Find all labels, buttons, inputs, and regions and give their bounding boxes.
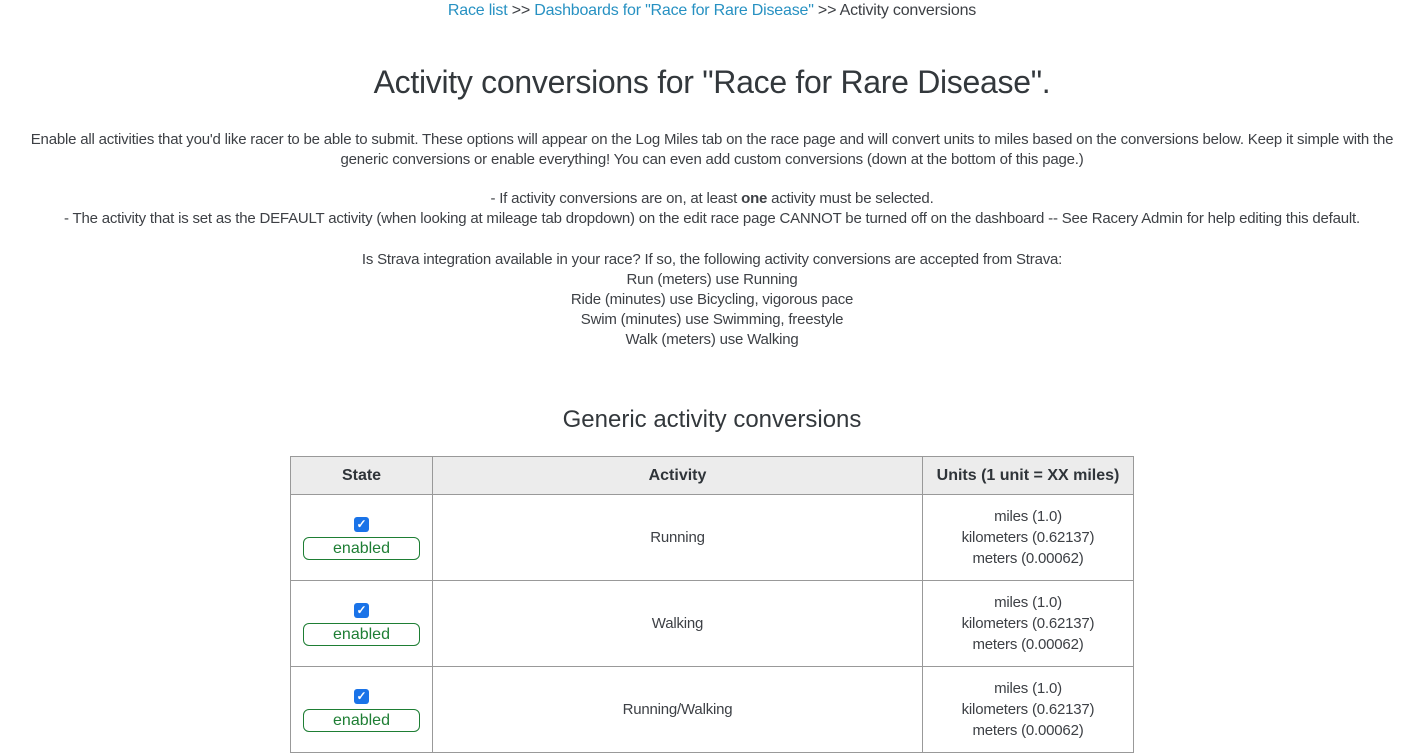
- table-row-running: [291, 495, 1134, 581]
- checkmark-icon: ✓: [356, 602, 367, 617]
- enabled-button[interactable]: enabled: [303, 537, 420, 560]
- intro-line-2: generic conversions or enable everything! You can even add custom conversions (down at the bottom of this page.): [340, 151, 1084, 168]
- unit-line: meters (0.00062): [972, 550, 1084, 567]
- breadcrumb-separator: >>: [507, 2, 535, 19]
- checkmark-icon: ✓: [356, 688, 367, 703]
- state-cell: [291, 495, 433, 581]
- table-header-row: [291, 457, 1134, 495]
- enabled-button[interactable]: enabled: [303, 709, 420, 732]
- checkmark-icon: ✓: [356, 516, 367, 531]
- note-text: activity must be selected.: [767, 190, 934, 207]
- page-title: Activity conversions for "Race for Rare Disease".: [373, 64, 1051, 100]
- notes: [0, 189, 1424, 229]
- units-cell: [923, 581, 1134, 667]
- activity-checkbox[interactable]: [354, 689, 369, 704]
- state-cell: [291, 667, 433, 753]
- breadcrumb-separator: >>: [813, 2, 840, 19]
- strava-mapping-walk: Walk (meters) use Walking: [625, 331, 799, 348]
- conversions-table: [290, 456, 1134, 753]
- col-header-activity: Activity: [433, 457, 923, 495]
- strava-mapping-run: Run (meters) use Running: [626, 271, 798, 288]
- note-emphasis: one: [741, 190, 768, 207]
- activity-name: Walking: [433, 581, 923, 667]
- unit-line: kilometers (0.62137): [961, 529, 1095, 546]
- section-title: Generic activity conversions: [562, 406, 862, 433]
- strava-mapping-swim: Swim (minutes) use Swimming, freestyle: [580, 311, 844, 328]
- intro-line-1: Enable all activities that you'd like racer to be able to submit. These options will appear on the Log Miles tab on the race page and will convert units to miles based on the conversions below. Keep it simple with the: [30, 131, 1394, 148]
- activity-checkbox[interactable]: [354, 603, 369, 618]
- unit-line: miles (1.0): [994, 680, 1062, 697]
- unit-line: miles (1.0): [994, 594, 1062, 611]
- units-cell: [923, 667, 1134, 753]
- enabled-button[interactable]: enabled: [303, 623, 420, 646]
- strava-mapping-ride: Ride (minutes) use Bicycling, vigorous pace: [570, 291, 854, 308]
- table-row-running-walking: [291, 667, 1134, 753]
- breadcrumb-dashboards-link[interactable]: Dashboards for "Race for Rare Disease": [534, 2, 814, 19]
- col-header-units: Units (1 unit = XX miles): [923, 457, 1134, 495]
- unit-line: kilometers (0.62137): [961, 701, 1095, 718]
- state-cell: [291, 581, 433, 667]
- activity-name: Running: [433, 495, 923, 581]
- unit-line: meters (0.00062): [972, 636, 1084, 653]
- breadcrumb: [0, 0, 1424, 20]
- note-activity-required: [0, 189, 1424, 209]
- activity-name: Running/Walking: [433, 667, 923, 753]
- intro-paragraph: [0, 130, 1424, 170]
- breadcrumb-race-list-link[interactable]: Race list: [447, 2, 508, 19]
- col-header-state: State: [291, 457, 433, 495]
- unit-line: miles (1.0): [994, 508, 1062, 525]
- breadcrumb-current-page: Activity conversions: [839, 2, 977, 19]
- strava-intro: Is Strava integration available in your race? If so, the following activity conversions are accepted from Strava:: [361, 251, 1063, 268]
- unit-line: kilometers (0.62137): [961, 615, 1095, 632]
- units-cell: [923, 495, 1134, 581]
- activity-checkbox[interactable]: [354, 517, 369, 532]
- note-text: - If activity conversions are on, at least: [490, 190, 742, 207]
- unit-line: meters (0.00062): [972, 722, 1084, 739]
- note-default-activity: - The activity that is set as the DEFAULT activity (when looking at mileage tab dropdown) on the edit race page CANNOT be turned off on the dashboard -- See Racery Admin for help editing this default.: [63, 210, 1360, 227]
- table-row-walking: [291, 581, 1134, 667]
- strava-info: [0, 250, 1424, 350]
